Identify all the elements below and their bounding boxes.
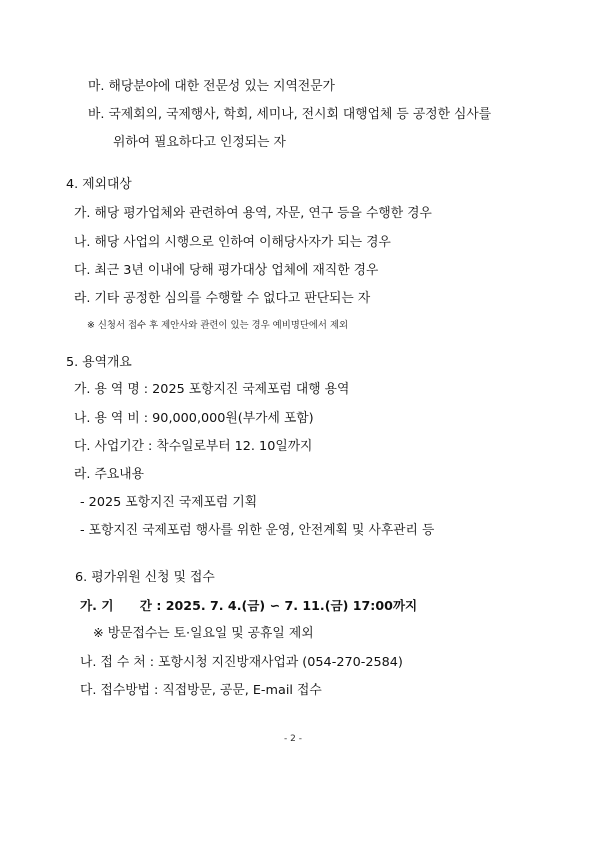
section-5-subitem-1: - 2025 포항지진 국제포럼 기획 (80, 495, 258, 510)
section-5-subitem-2: - 포항지진 국제포럼 행사를 위한 운영, 안전계획 및 사후관리 등 (80, 523, 435, 538)
section-4-heading: 4. 제외대상 (66, 177, 132, 192)
section-4-item-da: 다. 최근 3년 이내에 당해 평가대상 업체에 재직한 경우 (74, 263, 379, 278)
section-4-item-ga: 가. 해당 평가업체와 관련하여 용역, 자문, 연구 등을 수행한 경우 (74, 206, 432, 221)
item-ma: 마. 해당분야에 대한 전문성 있는 지역전문가 (88, 79, 335, 94)
section-6-note: ※ 방문접수는 토·일요일 및 공휴일 제외 (93, 626, 314, 641)
section-5-item-da: 다. 사업기간 : 착수일로부터 12. 10일까지 (74, 439, 313, 454)
section-5-item-ra: 라. 주요내용 (74, 467, 144, 482)
section-4-item-ra: 라. 기타 공정한 심의를 수행할 수 없다고 판단되는 자 (74, 291, 371, 306)
item-ba-line2: 위하여 필요하다고 인정되는 자 (113, 135, 286, 150)
section-6-item-da: 다. 접수방법 : 직접방문, 공문, E-mail 접수 (80, 683, 322, 698)
section-6-heading: 6. 평가위원 신청 및 접수 (75, 570, 215, 585)
section-5-heading: 5. 용역개요 (66, 355, 132, 370)
section-5-item-na: 나. 용 역 비 : 90,000,000원(부가세 포함) (74, 411, 314, 426)
section-5-item-ga: 가. 용 역 명 : 2025 포항지진 국제포럼 대행 용역 (74, 382, 350, 397)
section-6-item-na: 나. 접 수 처 : 포항시청 지진방재사업과 (054-270-2584) (80, 655, 403, 670)
section-4-item-na: 나. 해당 사업의 시행으로 인하여 이해당사자가 되는 경우 (74, 235, 391, 250)
page-number: - 2 - (284, 734, 302, 744)
section-6-item-ga: 가. 기 간 : 2025. 7. 4.(금) ∽ 7. 11.(금) 17:00까지 (80, 598, 418, 613)
item-ba-line1: 바. 국제회의, 국제행사, 학회, 세미나, 전시회 대행업체 등 공정한 심사를 (88, 107, 492, 122)
section-4-note: ※ 신청서 접수 후 제안사와 관련이 있는 경우 예비명단에서 제외 (87, 320, 349, 331)
